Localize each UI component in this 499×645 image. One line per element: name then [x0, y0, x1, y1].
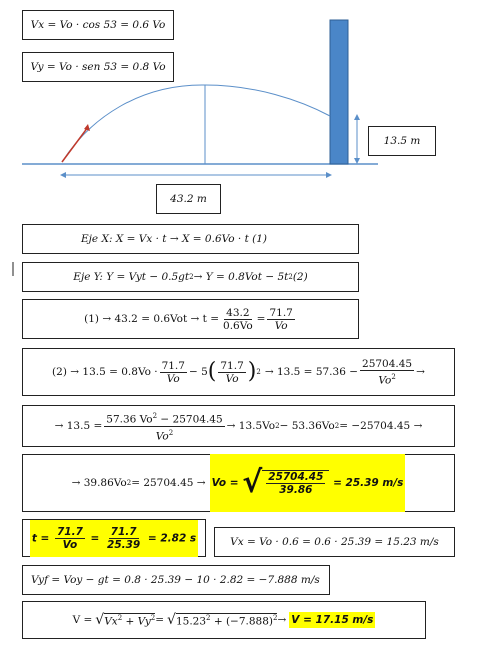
- final-speed: V = √ $Vx^2 + Vy^2$ = √ $15.23^2 + (-7.888)^2$ → V = 17.15 m/s: [22, 601, 426, 639]
- substitution-step: (2) → 13.5 = 0.8Vo · $\frac{71.7}{Vo}$ − 5 ( $\frac{71.7}{Vo}$ ) 2 → 13.5 = 57.36 − $\frac{25704.45}{Vo^2}$ →: [22, 348, 455, 396]
- eje-x-equation: Eje X: X = Vx · t → X = 0.6Vo · t (1): [22, 224, 359, 254]
- vo-solution: → 39.86Vo 2 = 25704.45 → Vo = √ $\frac{25704.45}{39.86}$ = 25.39 m/s: [22, 454, 455, 512]
- initial-velocity-vector: [62, 127, 88, 162]
- t-expression: (1) → 43.2 = 0.6Vot → t = $\frac{43.2}{0.6Vo}$ = $\frac{71.7}{Vo}$: [22, 299, 359, 339]
- v-highlight: V = 17.15 m/s: [291, 614, 374, 626]
- eje-y-equation: Eje Y: Y = Vyt − 0.5gt 2 → Y = 0.8Vot − 5t 2 (2): [22, 262, 359, 292]
- trajectory-curve: [62, 85, 330, 162]
- vo-highlight: Vo = √ $\frac{25704.45}{39.86}$ = 25.39 m/s: [210, 454, 406, 512]
- distance-label: 43.2 m: [156, 184, 221, 214]
- height-label: 13.5 m: [368, 126, 436, 156]
- vx-result: Vx = Vo · 0.6 = 0.6 · 25.39 = 15.23 m/s: [214, 527, 455, 557]
- vyf-result: Vyf = Voy − gt = 0.8 · 25.39 − 10 · 2.82 = −7.888 m/s: [22, 565, 330, 595]
- t-result: [22, 519, 206, 557]
- vx-definition: Vx = Vo · cos 53 = 0.6 Vo: [22, 10, 174, 40]
- rearrange-step: → 13.5 = $\frac{57.36 Vo^2 - 25704.45}{Vo^2}$ → 13.5Vo 2 − 53.36Vo 2 = −25704.45 →: [22, 405, 455, 447]
- t-highlight: t = $\frac{71.7}{Vo}$ = $\frac{71.7}{25.39}$ = 2.82 s: [30, 520, 198, 557]
- wall: [330, 20, 348, 164]
- vy-definition: Vy = Vo · sen 53 = 0.8 Vo: [22, 52, 174, 82]
